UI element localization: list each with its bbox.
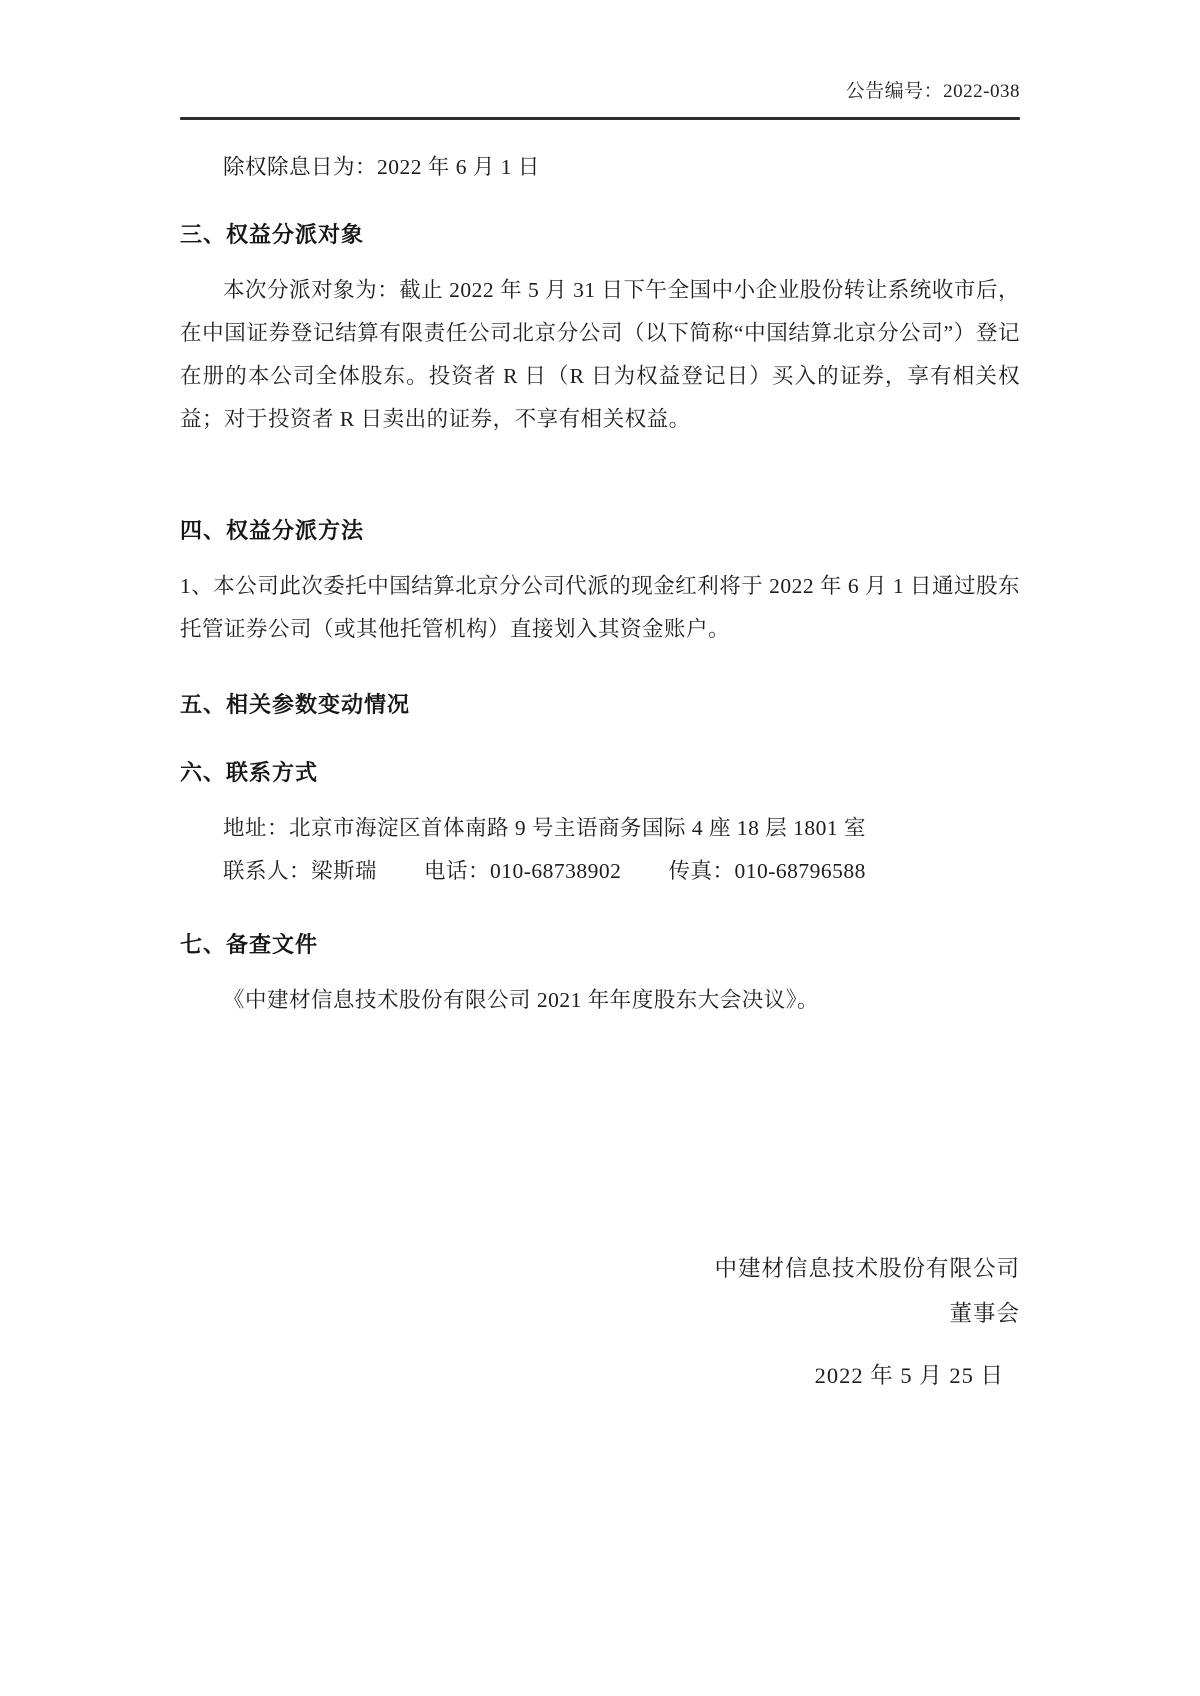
section-5-heading: 五、相关参数变动情况	[180, 692, 411, 717]
section-4-heading: 四、权益分派方法	[180, 518, 365, 543]
section-7-heading: 七、备查文件	[180, 932, 319, 957]
contact-fax: 传真：010-68796588	[668, 859, 866, 883]
notice-number: 公告编号：2022-038	[845, 81, 1020, 102]
reference-document-line: 《中建材信息技术股份有限公司 2021 年年度股东大会决议》。	[223, 988, 820, 1012]
address-line: 地址：北京市海淀区首体南路 9 号主语商务国际 4 座 18 层 1801 室	[223, 816, 867, 840]
section-6-heading: 六、联系方式	[180, 760, 319, 785]
section-3-paragraph: 本次分派对象为：截止 2022 年 5 月 31 日下午全国中小企业股份转让系统收市后，在中国证券登记结算有限责任公司北京分公司（以下简称“中国结算北京分公司”）登记在册的本公司全体股东。投资者 R 日（R 日为权益登记日）买入的证券，享有相关权益；对于投资者 R 日卖出的证券，不享有相关权益。	[180, 278, 1020, 431]
contact-phone: 电话：010-68738902	[424, 859, 622, 883]
contact-person: 联系人：梁斯瑞	[223, 859, 378, 883]
signature-date: 2022 年 5 月 25 日	[814, 1363, 1004, 1388]
signature-board: 董事会	[949, 1301, 1020, 1326]
section-3-heading: 三、权益分派对象	[180, 222, 365, 247]
contact-row	[180, 850, 1020, 893]
signature-block	[180, 1246, 1020, 1398]
signature-company: 中建材信息技术股份有限公司	[714, 1256, 1020, 1281]
ex-dividend-date-line: 除权除息日为：2022 年 6 月 1 日	[223, 155, 540, 179]
section-4-paragraph: 1、本公司此次委托中国结算北京分公司代派的现金红利将于 2022 年 6 月 1 日通过股东托管证券公司（或其他托管机构）直接划入其资金账户。	[180, 574, 1021, 641]
header-rule	[180, 117, 1020, 120]
